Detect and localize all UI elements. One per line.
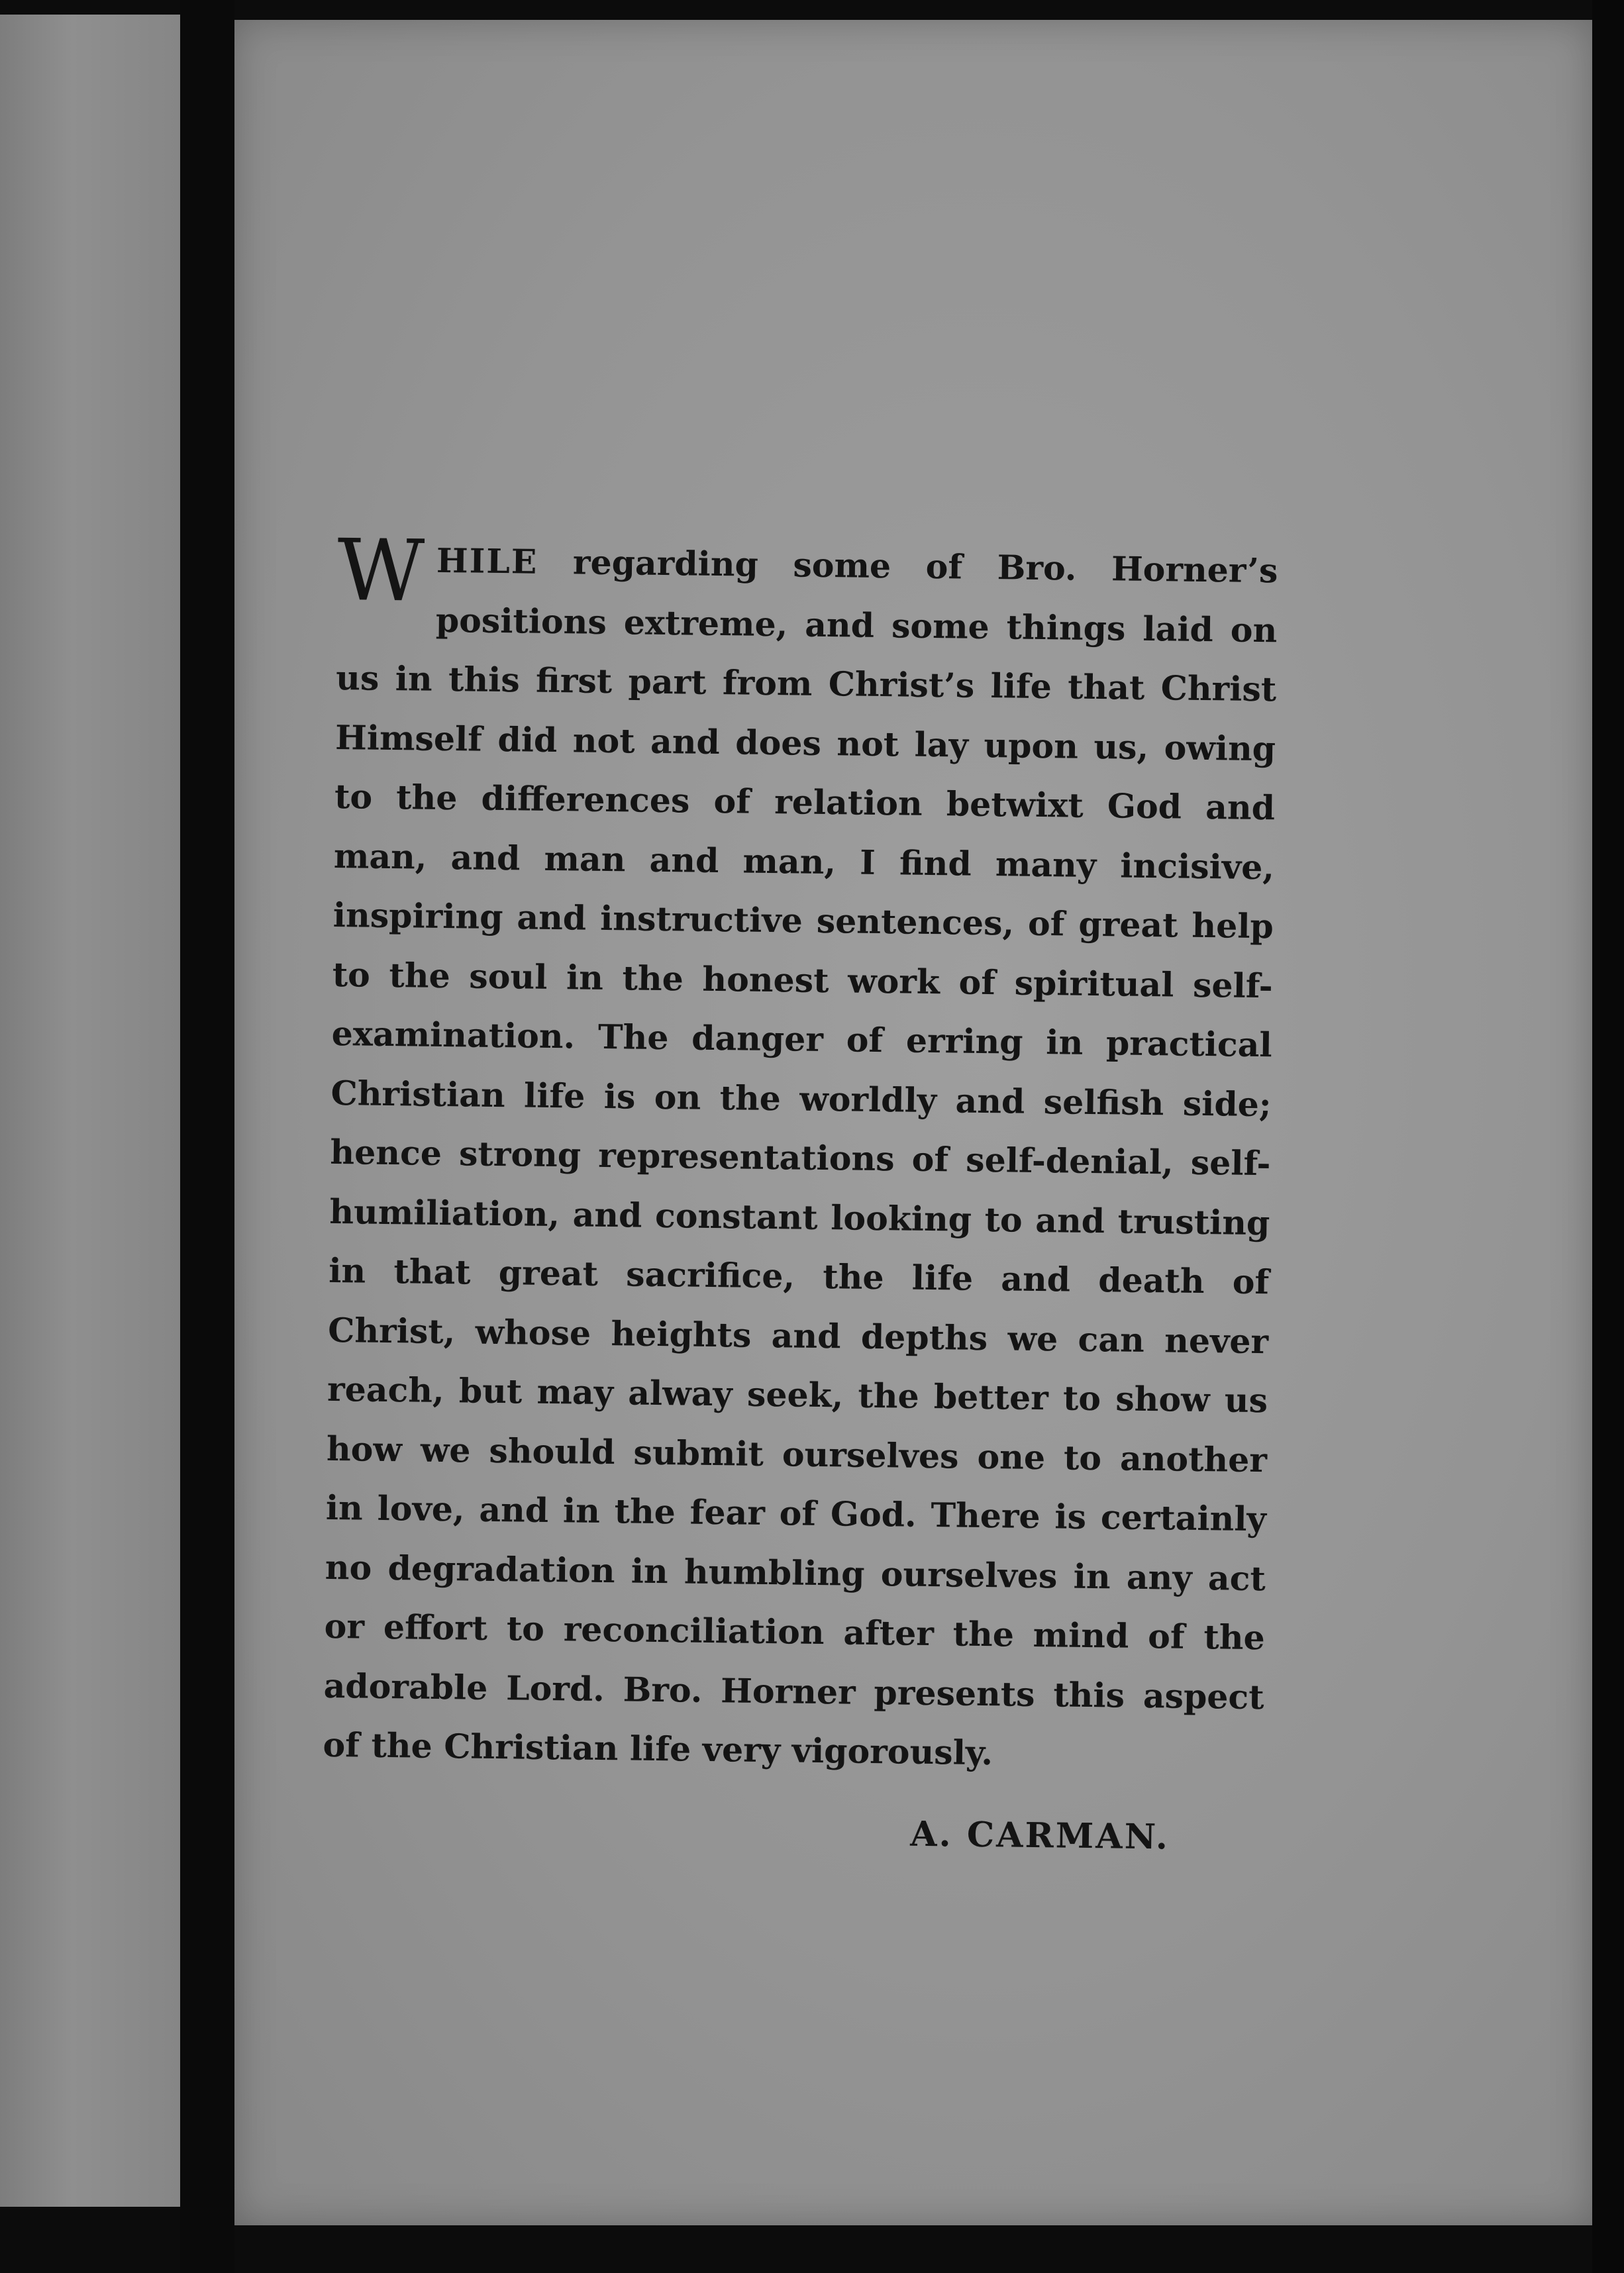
scan-border [1592, 0, 1624, 2273]
body-text: regarding some of Bro. Horner’s positions extreme, and some things laid on us in this first part from Christ’s life that Christ Himself did not and does not lay upon us, owing to the differences of relation betwixt God and man, and man and man, I find many incisive, inspiring and instructive sentences, of great help to the soul in the honest work of spiritual self-examination. The danger of erring in practical Christian life is on the worldly and selfish side; hence strong representations of self-denial, self-humiliation, and constant looking to and trusting in that great sacrifice, the life and death of Christ, whose heights and depths we can never reach, but may alway seek, the better to show us how we should submit ourselves one to another in love, and in the fear of God. There is certainly no degradation in humbling ourselves in any act or effort to reconciliation after the mind of the adorable Lord. Bro. Horner presents this aspect of the Christian life very vigorously. [323, 542, 1278, 1773]
facing-page-edge [0, 15, 180, 2207]
text-block [322, 521, 1278, 1858]
book-gutter [180, 0, 234, 2273]
body-paragraph [323, 521, 1278, 1786]
lead-word: HILE [436, 540, 538, 581]
drop-cap: W [336, 521, 425, 621]
signature: A. CARMAN. [909, 1813, 1170, 1857]
